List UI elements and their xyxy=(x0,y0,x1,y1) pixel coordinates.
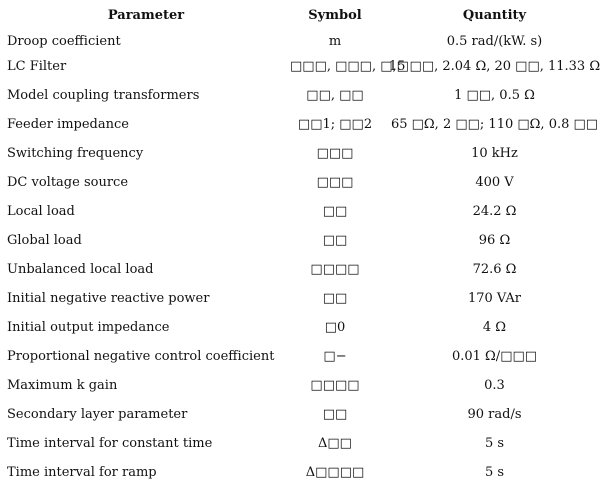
parameter-cell: Proportional negative control coefficient xyxy=(7,349,275,364)
parameter-cell: Global load xyxy=(7,233,82,248)
header-symbol: Symbol xyxy=(308,7,362,23)
table-row xyxy=(0,429,609,458)
symbol-cell: □0 xyxy=(324,320,346,335)
table-row xyxy=(0,197,609,226)
header-parameter: Parameter xyxy=(107,7,185,23)
symbol-cell: □□ xyxy=(322,204,348,219)
parameter-cell: Feeder impedance xyxy=(7,117,129,132)
parameter-cell: DC voltage source xyxy=(7,175,129,190)
quantity-cell: 5 s xyxy=(484,465,505,480)
quantity-cell: 90 rad/s xyxy=(467,407,522,422)
table-header-row xyxy=(0,0,609,30)
parameter-cell: Time interval for ramp xyxy=(7,465,157,480)
table-row xyxy=(0,226,609,255)
symbol-cell: □□ xyxy=(322,407,348,422)
table-row xyxy=(0,52,609,81)
quantity-cell: 400 V xyxy=(475,175,514,190)
symbol-cell: □□1; □□2 xyxy=(297,117,373,132)
symbol-cell: □□□□ xyxy=(310,378,360,393)
symbol-cell: □□, □□ xyxy=(306,88,364,103)
parameter-cell: Switching frequency xyxy=(7,146,144,161)
table-body xyxy=(0,30,609,487)
table-row xyxy=(0,371,609,400)
quantity-cell: 72.6 Ω xyxy=(472,262,517,277)
quantity-cell: 170 VAr xyxy=(467,291,522,306)
symbol-cell: □− xyxy=(323,349,347,364)
quantity-cell: 10 kHz xyxy=(471,146,518,161)
quantity-cell: 1 □□, 0.5 Ω xyxy=(454,88,535,103)
symbol-cell: Δ□□ xyxy=(318,436,352,451)
parameter-cell: Droop coefficient xyxy=(7,33,121,49)
table-row xyxy=(0,400,609,429)
symbol-cell: Δ□□□□ xyxy=(305,465,365,480)
symbol-cell: □□ xyxy=(322,291,348,306)
parameter-cell: Initial output impedance xyxy=(7,320,170,335)
table-row xyxy=(0,30,609,52)
quantity-cell: 24.2 Ω xyxy=(472,204,517,219)
symbol-cell: m xyxy=(328,33,342,49)
table-row xyxy=(0,342,609,371)
quantity-cell: 65 □Ω, 2 □□; 110 □Ω, 0.8 □□ xyxy=(390,117,599,132)
table-row xyxy=(0,110,609,139)
parameter-cell: Local load xyxy=(7,204,75,219)
header-quantity: Quantity xyxy=(462,7,527,23)
table-row xyxy=(0,168,609,197)
symbol-cell: □□ xyxy=(322,233,348,248)
symbol-cell: □□□ xyxy=(316,175,354,190)
symbol-cell: □□□□ xyxy=(310,262,360,277)
quantity-cell: 0.3 xyxy=(484,378,505,393)
parameter-cell: Maximum k gain xyxy=(7,378,118,393)
table-row xyxy=(0,284,609,313)
table-row xyxy=(0,139,609,168)
quantity-cell: 15 □□, 2.04 Ω, 20 □□, 11.33 Ω xyxy=(388,59,601,74)
table-row xyxy=(0,255,609,284)
parameter-cell: Secondary layer parameter xyxy=(7,407,188,422)
parameter-cell: Initial negative reactive power xyxy=(7,291,210,306)
symbol-cell: □□□ xyxy=(316,146,354,161)
symbol-cell: □□□, □□□, □,□ xyxy=(290,59,409,74)
quantity-cell: 5 s xyxy=(484,436,505,451)
quantity-cell: 96 Ω xyxy=(478,233,511,248)
parameter-cell: Model coupling transformers xyxy=(7,88,200,103)
quantity-cell: 0.5 rad/(kW. s) xyxy=(446,33,543,49)
table-row xyxy=(0,81,609,110)
parameter-cell: Time interval for constant time xyxy=(7,436,213,451)
table-row xyxy=(0,458,609,487)
quantity-cell: 0.01 Ω/□□□ xyxy=(451,349,538,364)
parameter-cell: LC Filter xyxy=(7,59,67,74)
parameter-cell: Unbalanced local load xyxy=(7,262,154,277)
table-row xyxy=(0,313,609,342)
quantity-cell: 4 Ω xyxy=(482,320,507,335)
